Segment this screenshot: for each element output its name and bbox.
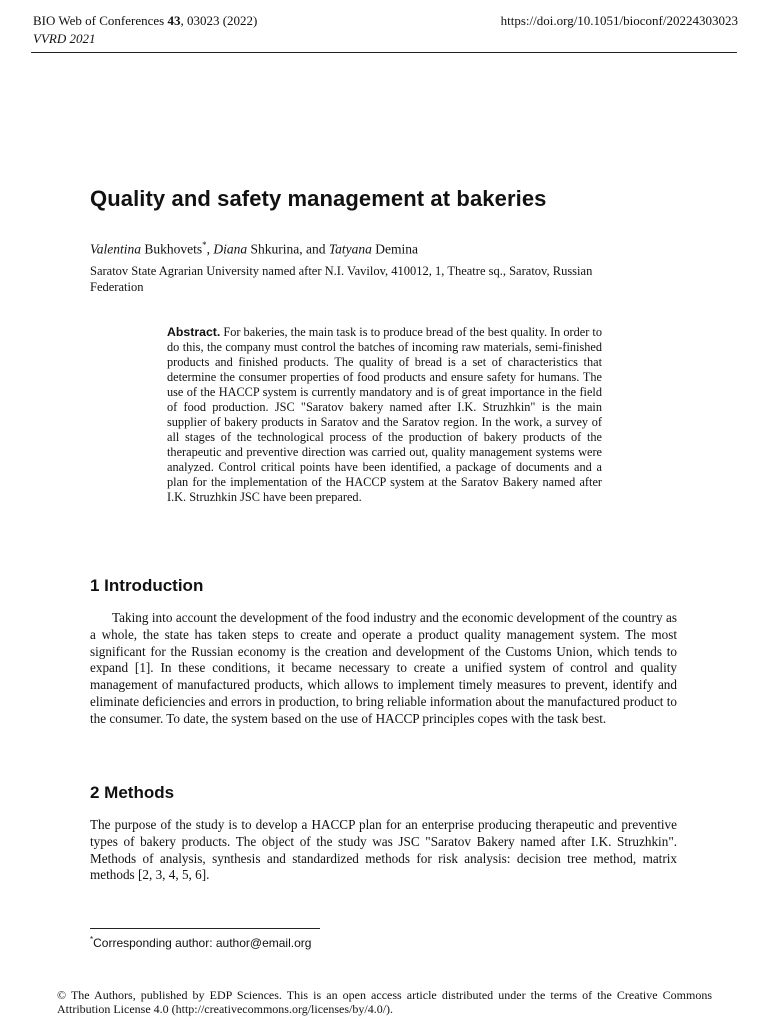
journal-name: BIO Web of Conferences xyxy=(33,13,168,28)
journal-volume: 43 xyxy=(167,13,181,28)
conference-name: VVRD 2021 xyxy=(33,31,96,46)
footnote-mark: * xyxy=(90,935,94,944)
section-heading-introduction: 1 Introduction xyxy=(90,576,204,595)
affiliation: Saratov State Agrarian University named after N.I. Vavilov, 410012, 1, Theatre sq., Saratov, Russian Federation xyxy=(90,264,593,294)
header-divider xyxy=(31,52,737,53)
author-3-family: Demina xyxy=(371,241,419,257)
author-list xyxy=(90,240,418,258)
abstract-text: For bakeries, the main task is to produce bread of the best quality. In order to do this, the company must control the batches of incoming raw materials, semi-finished products and finished products. The quality of bread is a set of characteristics that determine the consumer properties of food products and ensure safety for humans. The use of the HACCP system is currently mandatory and is of great importance in the field of food production. JSC "Saratov bakery named after I.K. Struzhkin" is the main supplier of bakery products in Saratov and the Saratov region. In the work, a survey of all stages of the technological process of the production of bakery products of the therapeutic and preventive direction was carried out, quality management systems were analyzed. Control critical points have been identified, a package of documents and a plan for the implementation of the HACCP system at the Saratov Bakery named after I.K. Struzhkin JSC have been prepared. xyxy=(167,325,602,504)
author-3-given: Tatyana xyxy=(328,241,372,257)
author-2-given: Diana xyxy=(213,241,248,257)
footnote-divider xyxy=(90,928,320,929)
footnote-text: Corresponding author: author@email.org xyxy=(93,936,312,950)
author-1-family: Bukhovets xyxy=(141,241,203,257)
journal-citation xyxy=(33,12,257,30)
corresponding-author-mark: * xyxy=(202,240,207,250)
paper-title: Quality and safety management at bakeries xyxy=(90,186,547,211)
abstract xyxy=(167,325,602,505)
author-separator: , xyxy=(206,241,214,257)
section-body-introduction: Taking into account the development of the food industry and the economic development of the country as a whole, the state has taken steps to create and operate a product quality management system. The most significant for the Russian economy is the creation and development of the Customs Union, which tends to expand [1]. In these conditions, it became necessary to create a unified system of control and quality management of manufactured products, which allows to implement timely measures to prevent, identify and eliminate deficiencies and errors in production, to bring reliable information about the manufactured product to the consumer. To date, the system based on the use of HACCP principles copes with the task best. xyxy=(90,610,678,726)
license-statement: © The Authors, published by EDP Sciences. This is an open access article distributed under the terms of the Creative Commons Attribution License 4.0 (http://creativecommons.org/licenses/by/4.0/). xyxy=(57,988,712,1016)
author-separator: , and xyxy=(299,241,329,257)
author-2-family: Shkurina xyxy=(247,241,300,257)
article-number-year: , 03023 (2022) xyxy=(180,13,258,28)
author-1-given: Valentina xyxy=(90,241,141,257)
abstract-label: Abstract. xyxy=(167,325,221,339)
footnote xyxy=(90,935,311,950)
section-body-methods: The purpose of the study is to develop a HACCP plan for an enterprise producing therapeutic and preventive types of bakery products. The object of the study was JSC "Saratov Bakery named after I.K. Struzhkin". Methods of analysis, synthesis and standardized methods for risk analysis: decision tree method, matrix methods [2, 3, 4, 5, 6]. xyxy=(90,817,677,883)
section-heading-methods: 2 Methods xyxy=(90,783,175,802)
running-header-left xyxy=(33,12,257,48)
doi-link[interactable]: https://doi.org/10.1051/bioconf/20224303023 xyxy=(500,13,738,28)
